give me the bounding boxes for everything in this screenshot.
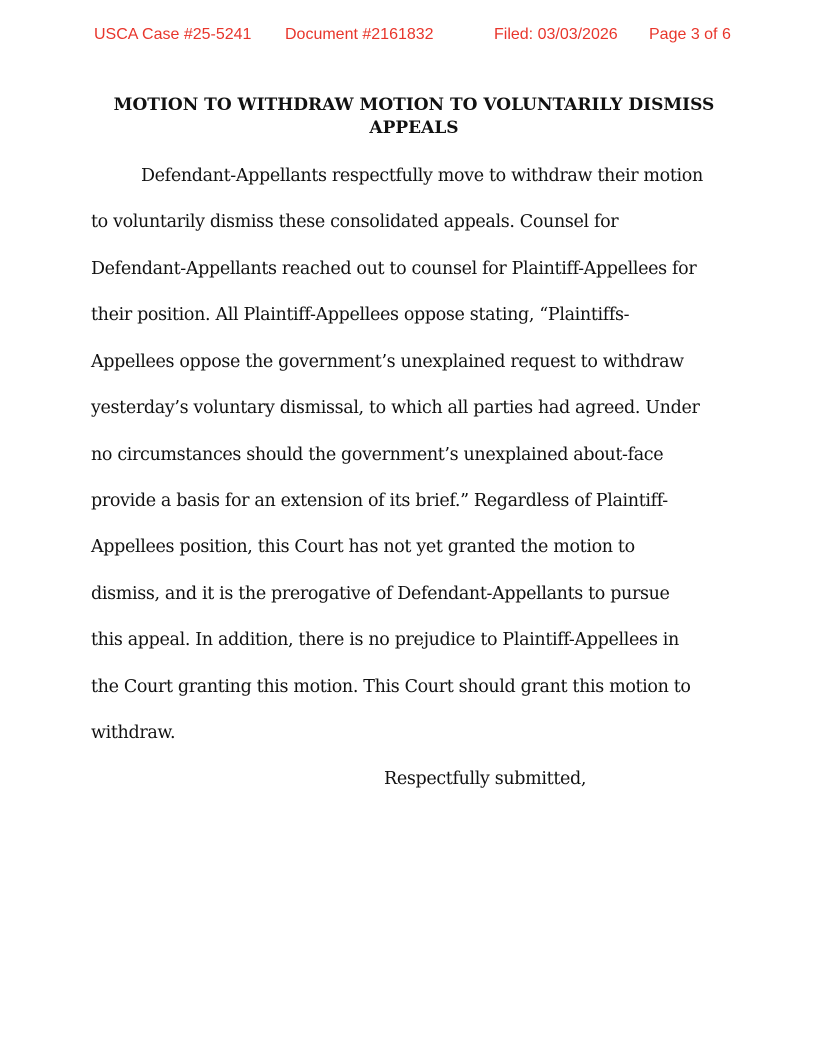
page-number-stamp: Page 3 of 6 xyxy=(649,26,731,43)
motion-title-line-2: APPEALS xyxy=(369,118,459,138)
closing-signature-line: Respectfully submitted, xyxy=(384,769,587,789)
motion-title-line-1: MOTION TO WITHDRAW MOTION TO VOLUNTARILY DISMISS xyxy=(113,95,715,115)
body-line-13: withdraw. xyxy=(91,723,176,743)
body-line-3: Defendant-Appellants reached out to counsel for Plaintiff-Appellees for xyxy=(91,259,697,279)
case-number-stamp: USCA Case #25-5241 xyxy=(94,26,252,43)
body-line-4: their position. All Plaintiff-Appellees oppose stating, “Plaintiffs- xyxy=(91,305,630,325)
body-line-5: Appellees oppose the government’s unexplained request to withdraw xyxy=(91,352,684,372)
filed-date-stamp: Filed: 03/03/2026 xyxy=(494,26,618,43)
body-line-7: no circumstances should the government’s unexplained about-face xyxy=(91,445,664,465)
motion-title xyxy=(91,94,737,140)
body-line-10: dismiss, and it is the prerogative of Defendant-Appellants to pursue xyxy=(91,584,670,604)
body-line-12: the Court granting this motion. This Court should grant this motion to xyxy=(91,677,691,697)
body-line-9: Appellees position, this Court has not yet granted the motion to xyxy=(91,537,635,557)
document-number-stamp: Document #2161832 xyxy=(285,26,434,43)
body-line-1: Defendant-Appellants respectfully move to withdraw their motion xyxy=(141,166,703,186)
body-line-6: yesterday’s voluntary dismissal, to which all parties had agreed. Under xyxy=(91,398,700,418)
body-line-11: this appeal. In addition, there is no prejudice to Plaintiff-Appellees in xyxy=(91,630,679,650)
body-line-8: provide a basis for an extension of its brief.” Regardless of Plaintiff- xyxy=(91,491,668,511)
body-line-2: to voluntarily dismiss these consolidated appeals. Counsel for xyxy=(91,212,619,232)
